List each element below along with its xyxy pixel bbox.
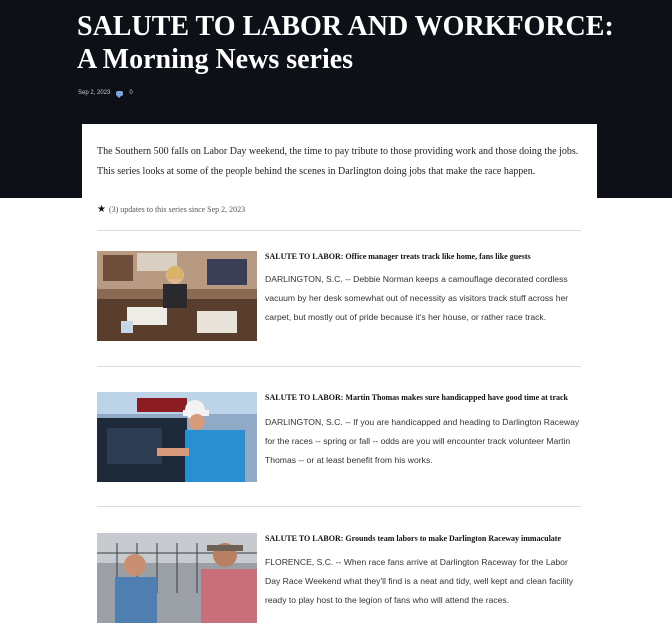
story-summary: DARLINGTON, S.C. -- If you are handicapped and heading to Darlington Raceway for the races -- spring or fall -- odds are you will encounter track volunteer Martin Thomas -- or at least benefit from his works.: [265, 417, 580, 465]
story-summary: FLORENCE, S.C. -- When race fans arrive at Darlington Raceway for the Labor Day Race Weekend what they'll find is a neat and tidy, well kept and clean facility ready to play host to the legion of fans who will attend the races.: [265, 557, 573, 605]
series-updates: [97, 204, 245, 215]
office-photo: [97, 251, 257, 341]
article-meta: [78, 90, 133, 96]
story-thumbnail-martin-thomas[interactable]: [97, 392, 257, 482]
story-thumbnail-grounds-team[interactable]: [97, 533, 257, 623]
grounds-photo: [97, 533, 257, 623]
story-summary: DARLINGTON, S.C. -- Debbie Norman keeps a camouflage decorated cordless vacuum by her desk somewhat out of necessity as visitors track stuff across her carpet, but mostly out of pride because it's her house, or rather race track.: [265, 274, 569, 322]
comment-icon[interactable]: [116, 91, 123, 96]
story-title[interactable]: SALUTE TO LABOR: Martin Thomas makes sure handicapped have good time at track: [265, 393, 568, 402]
series-intro: The Southern 500 falls on Labor Day weekend, the time to pay tribute to those providing work and those doing the jobs. This series looks at some of the people behind the scenes in Darlington doing jobs that make the race happen.: [97, 146, 579, 177]
divider: [97, 506, 581, 507]
story-title[interactable]: SALUTE TO LABOR: Office manager treats track like home, fans like guests: [265, 252, 531, 261]
section-kicker[interactable]: [78, 0, 167, 1]
story-thumbnail-office-manager[interactable]: [97, 251, 257, 341]
updates-text: (3) updates to this series since Sep 2, 2023: [108, 205, 246, 214]
volunteer-photo: [97, 392, 257, 482]
divider: [97, 366, 581, 367]
publish-date: Sep 2, 2023: [78, 90, 111, 96]
comment-count[interactable]: 0: [129, 90, 133, 96]
story-title[interactable]: SALUTE TO LABOR: Grounds team labors to make Darlington Raceway immaculate: [265, 534, 562, 543]
divider: [97, 230, 581, 231]
star-icon: ★: [97, 204, 106, 215]
page-title: SALUTE TO LABOR AND WORKFORCE: A Morning News series: [77, 11, 614, 75]
